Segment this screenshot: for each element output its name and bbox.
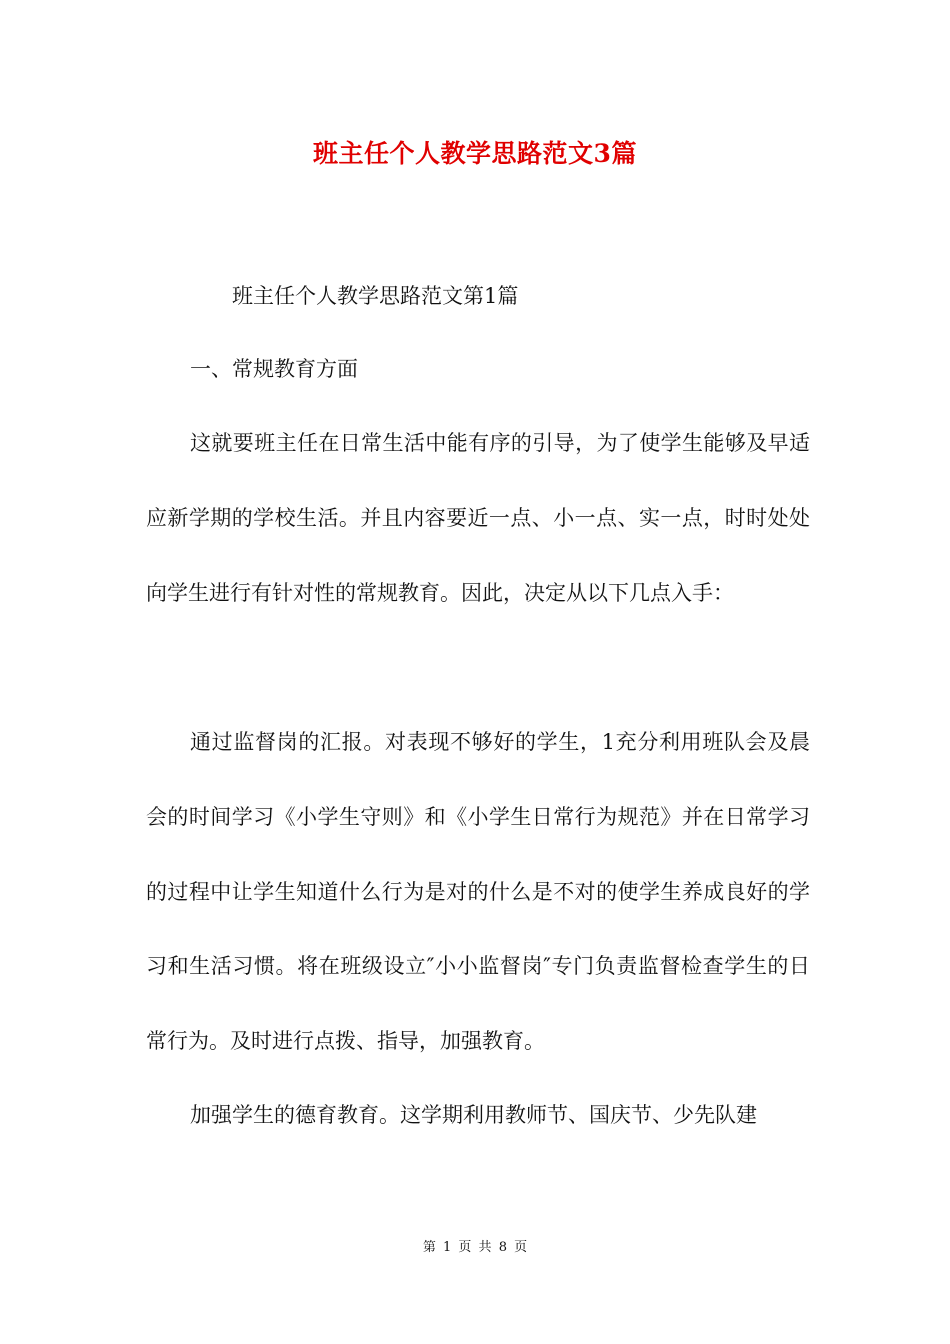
paragraph-1: 这就要班主任在日常生活中能有序的引导，为了使学生能够及早适应新学期的学校生活。并且内容要近一点、小一点、实一点，时时处处向学生进行有针对性的常规教育。因此，决定从以下几点入手： bbox=[146, 431, 810, 605]
document-subtitle: 班主任个人教学思路范文第1篇 bbox=[232, 284, 519, 308]
section-heading: 一、常规教育方面 bbox=[190, 357, 358, 381]
page-number-footer: 第 1 页 共 8 页 bbox=[422, 1240, 528, 1255]
paragraph-3: 加强学生的德育教育。这学期利用教师节、国庆节、少先队建 bbox=[190, 1103, 757, 1127]
paragraph-2: 通过监督岗的汇报。对表现不够好的学生，1充分利用班队会及晨会的时间学习《小学生守则》和《小学生日常行为规范》并在日常学习的过程中让学生知道什么行为是对的什么是不对的使学生养成良好的学习和生活习惯。将在班级设立″小小监督岗″专门负责监督检查学生的日常行为。及时进行点拨、指导，加强教育。 bbox=[146, 730, 810, 1054]
document-title: 班主任个人教学思路范文3篇 bbox=[313, 139, 637, 168]
